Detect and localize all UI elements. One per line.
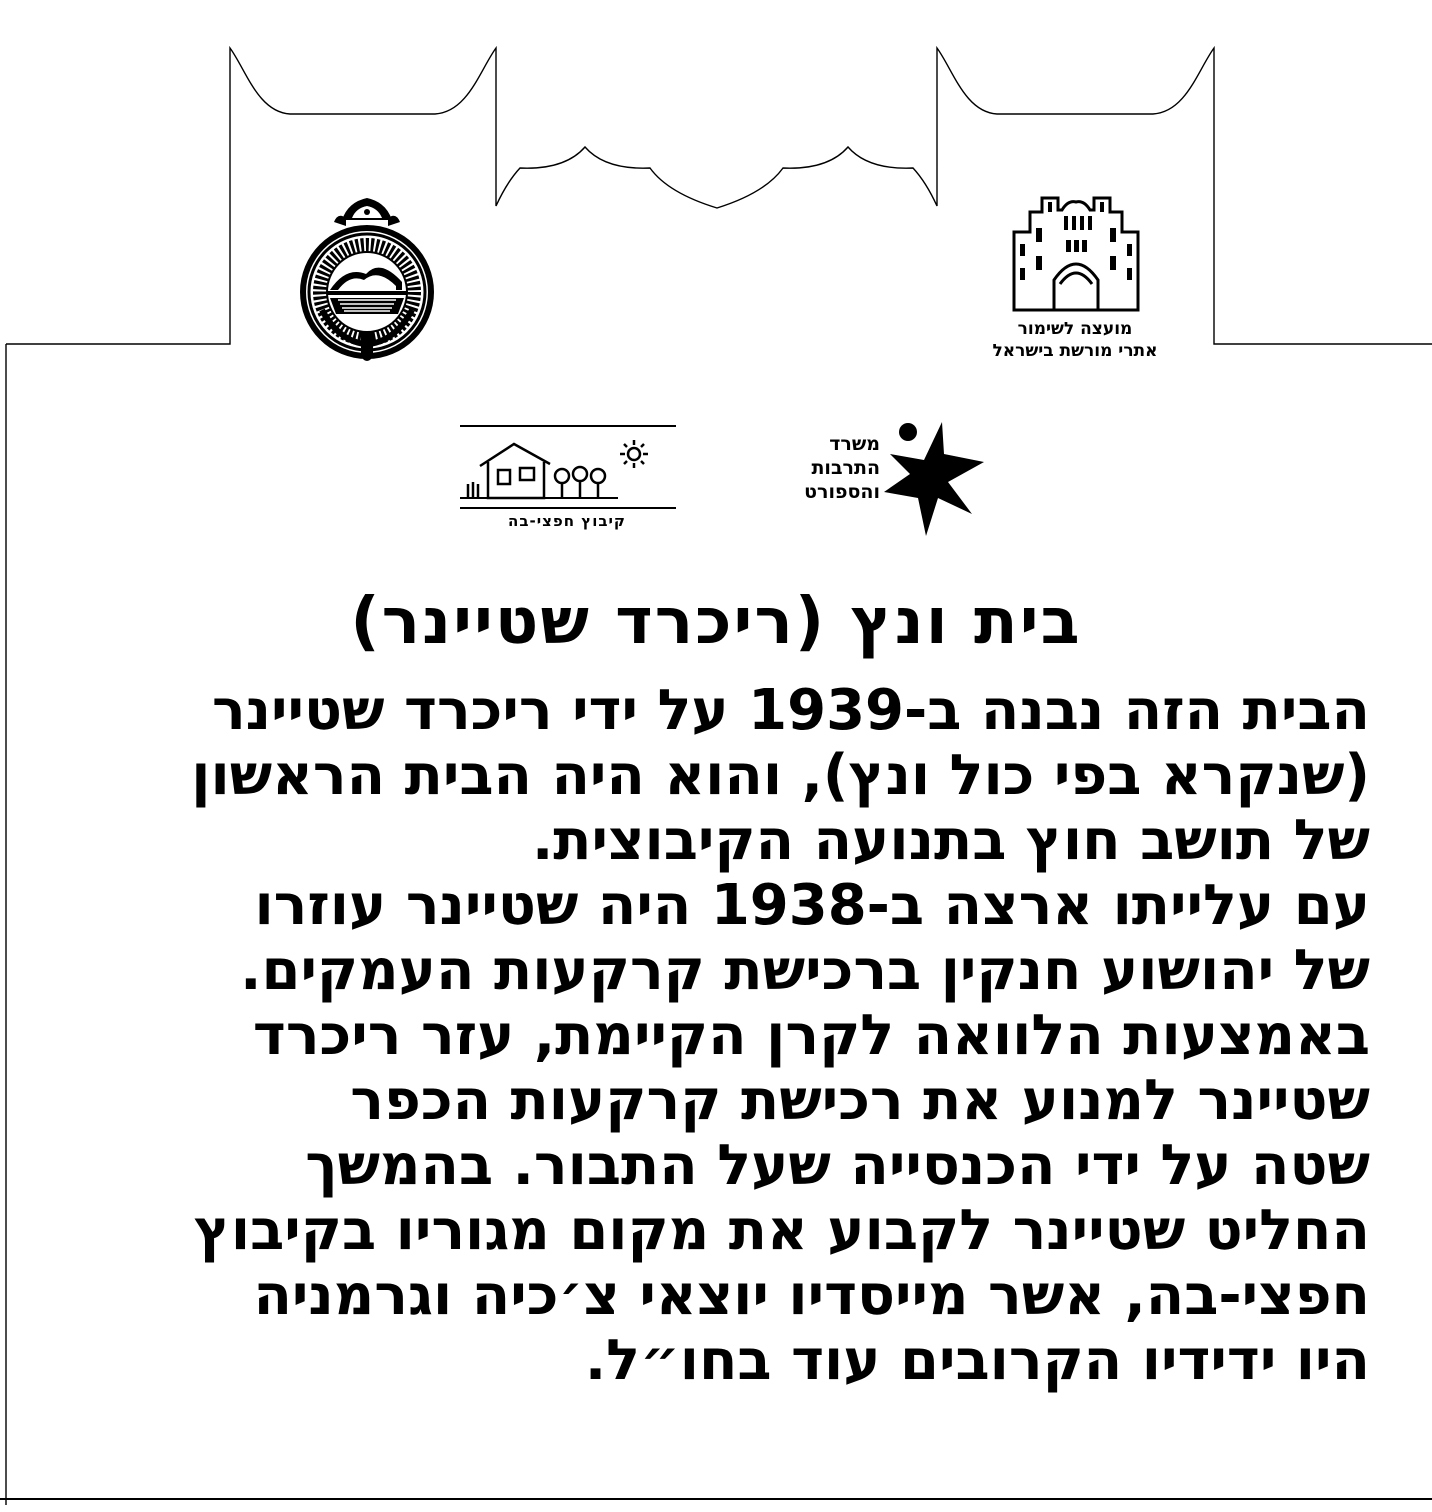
body-line: הבית הזה נבנה ב-1939 על ידי ריכרד שטיינר: [211, 678, 1370, 743]
ministry-caption-line2: התרבות: [811, 457, 880, 479]
heritage-council-caption: [960, 318, 1190, 362]
kibbutz-caption: קיבוץ חפצי-בה: [508, 512, 626, 530]
body-line: חפצי-בה, אשר מייסדיו יוצאי צ׳כיה וגרמניה: [253, 1263, 1370, 1328]
body-line: היו ידידיו הקרובים עוד בחו״ל.: [584, 1328, 1370, 1393]
ministry-caption-line3: והספורט: [804, 481, 880, 503]
heritage-council-caption-line2: אתרי מורשת בישראל: [992, 341, 1158, 361]
star-figure-icon: [874, 418, 986, 538]
ministry-caption: [752, 432, 880, 504]
body-line: (שנקרא בפי כול ונץ), והוא היה הבית הראשון: [191, 743, 1370, 808]
body-line: שטה על ידי הכנסייה שעל התבור. בהמשך: [305, 1133, 1370, 1198]
house-trees-sun-icon: [458, 424, 678, 512]
sign-title: בית ונץ (ריכרד שטיינר): [350, 585, 1082, 659]
body-line: של יהושוע חנקין ברכישת קרקעות העמקים.: [240, 938, 1370, 1003]
body-line: עם עלייתו ארצה ב-1938 היה שטיינר עוזרו: [254, 873, 1370, 938]
regional-council-seal-icon: [298, 190, 436, 362]
body-line: של תושב חוץ בתנועה הקיבוצית.: [531, 808, 1370, 873]
heritage-council-caption-line1: מועצה לשימור: [1017, 319, 1133, 339]
ministry-caption-line1: משרד: [829, 433, 880, 455]
body-line: שטיינר למנוע את רכישת קרקעות הכפר: [350, 1068, 1370, 1133]
castle-gate-icon: [1010, 192, 1142, 314]
sign-body: [60, 678, 1370, 1393]
body-line: באמצעות הלוואה לקרן הקיימת, עזר ריכרד: [252, 1003, 1370, 1068]
body-line: החליט שטיינר לקבוע את מקום מגוריו בקיבוץ: [193, 1198, 1370, 1263]
bottom-border: [0, 1498, 1432, 1500]
